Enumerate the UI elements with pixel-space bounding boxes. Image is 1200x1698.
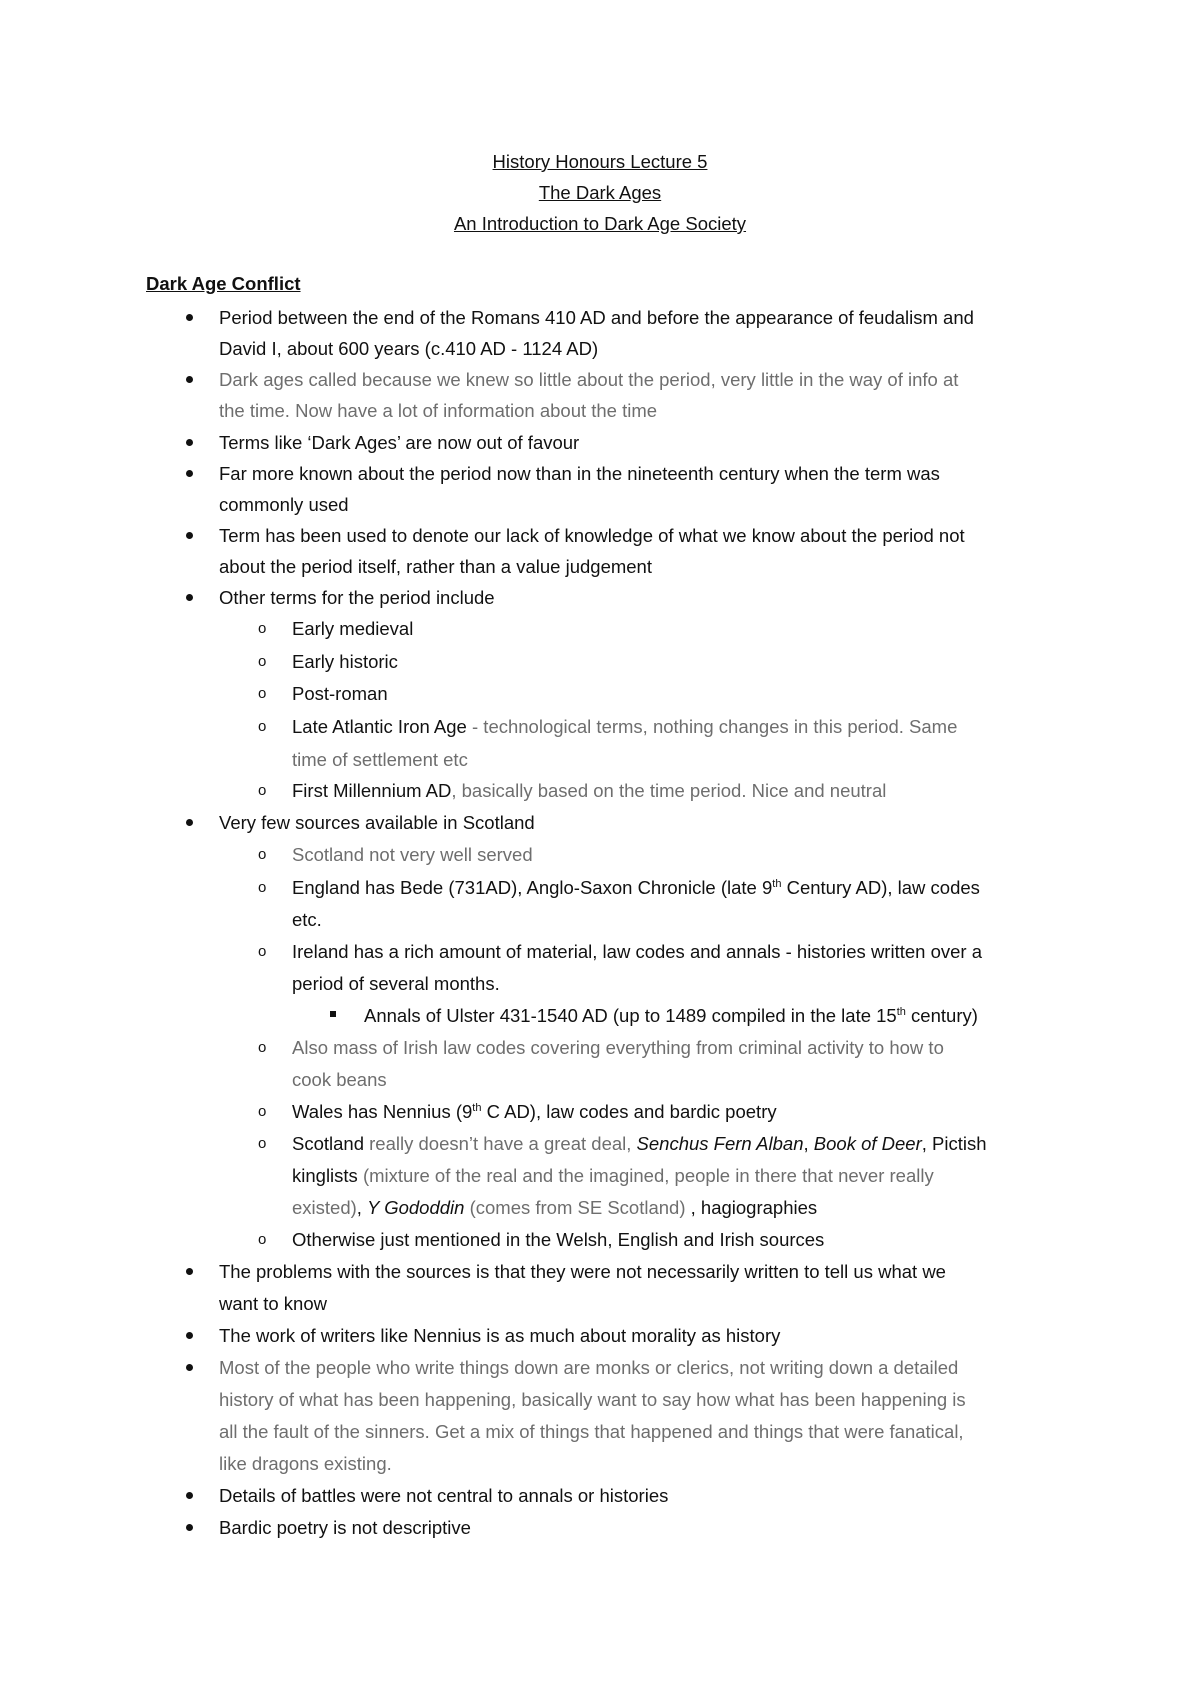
- circle-bullet-icon: o: [258, 846, 267, 863]
- subtitle: An Introduction to Dark Age Society: [453, 213, 747, 234]
- list-item-text: want to know: [219, 1293, 327, 1314]
- circle-bullet-icon: o: [258, 620, 267, 637]
- sub-item-text: period of several months.: [292, 973, 500, 994]
- bullet-icon: [186, 376, 193, 383]
- circle-bullet-icon: o: [258, 1103, 267, 1120]
- bullet-icon: [186, 314, 193, 321]
- list-item-text: The problems with the sources is that they were not necessarily written to tell us what we: [219, 1261, 946, 1282]
- list-item-text: the time. Now have a lot of information about the time: [219, 400, 658, 421]
- sub-item-text: cook beans: [292, 1069, 387, 1090]
- bullet-icon: [186, 819, 193, 826]
- circle-bullet-icon: o: [258, 943, 267, 960]
- list-item-text: Very few sources available in Scotland: [219, 812, 535, 833]
- sub-item-text: Early medieval: [292, 618, 414, 639]
- sub-item-text: Scotland really doesn’t have a great deal, Senchus Fern Alban, Book of Deer, Pictish: [292, 1133, 987, 1154]
- sub-item-text: Scotland not very well served: [292, 844, 533, 865]
- sub-item-text: time of settlement etc: [292, 749, 468, 770]
- bullet-icon: [186, 532, 193, 539]
- sub-sub-item-text: Annals of Ulster 431-1540 AD (up to 1489 compiled in the late 15th century): [364, 1005, 978, 1026]
- sub-item-text: Also mass of Irish law codes covering everything from criminal activity to how to: [292, 1037, 944, 1058]
- circle-bullet-icon: o: [258, 653, 267, 670]
- lecture-title: History Honours Lecture 5: [492, 151, 708, 172]
- sub-item-text: First Millennium AD, basically based on the time period. Nice and neutral: [292, 780, 887, 801]
- section-heading: Dark Age Conflict: [146, 273, 301, 294]
- list-item-text: about the period itself, rather than a value judgement: [219, 556, 652, 577]
- bullet-icon: [186, 594, 193, 601]
- bullet-icon: [186, 1268, 193, 1275]
- sub-item-text: etc.: [292, 909, 322, 930]
- list-item-text: Most of the people who write things down are monks or clerics, not writing down a detailed: [219, 1357, 959, 1378]
- sub-item-text: Otherwise just mentioned in the Welsh, English and Irish sources: [292, 1229, 825, 1250]
- circle-bullet-icon: o: [258, 879, 267, 896]
- list-item-text: The work of writers like Nennius is as much about morality as history: [219, 1325, 781, 1346]
- list-item-text: Bardic poetry is not descriptive: [219, 1517, 471, 1538]
- list-item-text: Period between the end of the Romans 410 AD and before the appearance of feudalism and: [219, 307, 974, 328]
- circle-bullet-icon: o: [258, 782, 267, 799]
- list-item-text: like dragons existing.: [219, 1453, 392, 1474]
- bullet-icon: [186, 1332, 193, 1339]
- circle-bullet-icon: o: [258, 1039, 267, 1056]
- sub-item-text: Early historic: [292, 651, 398, 672]
- list-item-text: history of what has been happening, basically want to say how what has been happening is: [219, 1389, 966, 1410]
- circle-bullet-icon: o: [258, 1135, 267, 1152]
- list-item-text: David I, about 600 years (c.410 AD - 1124 AD): [219, 338, 599, 359]
- list-item-text: Term has been used to denote our lack of knowledge of what we know about the period not: [219, 525, 965, 546]
- list-item-text: Other terms for the period include: [219, 587, 495, 608]
- sub-item-text: existed), Y Gododdin (comes from SE Scotland) , hagiographies: [292, 1197, 818, 1218]
- topic-title: The Dark Ages: [538, 182, 662, 203]
- sub-item-text: kinglists (mixture of the real and the imagined, people in there that never really: [292, 1165, 934, 1186]
- square-bullet-icon: [330, 1011, 336, 1017]
- bullet-icon: [186, 1364, 193, 1371]
- list-item-text: Dark ages called because we knew so little about the period, very little in the way of info at: [219, 369, 959, 390]
- bullet-icon: [186, 470, 193, 477]
- sub-item-text: Late Atlantic Iron Age - technological terms, nothing changes in this period. Same: [292, 716, 958, 737]
- list-item-text: all the fault of the sinners. Get a mix of things that happened and things that were fanatical,: [219, 1421, 964, 1442]
- circle-bullet-icon: o: [258, 1231, 267, 1248]
- sub-item-text: Wales has Nennius (9th C AD), law codes and bardic poetry: [292, 1101, 777, 1122]
- circle-bullet-icon: o: [258, 685, 267, 702]
- list-item-text: Terms like ‘Dark Ages’ are now out of favour: [219, 432, 580, 453]
- list-item-text: commonly used: [219, 494, 349, 515]
- title-block: [0, 146, 1200, 239]
- circle-bullet-icon: o: [258, 718, 267, 735]
- sub-item-text: Ireland has a rich amount of material, law codes and annals - histories written over a: [292, 941, 982, 962]
- bullet-icon: [186, 439, 193, 446]
- sub-item-text: England has Bede (731AD), Anglo-Saxon Chronicle (late 9th Century AD), law codes: [292, 877, 980, 898]
- bullet-icon: [186, 1492, 193, 1499]
- list-item-text: Details of battles were not central to annals or histories: [219, 1485, 669, 1506]
- bullet-icon: [186, 1524, 193, 1531]
- sub-item-text: Post-roman: [292, 683, 388, 704]
- list-item-text: Far more known about the period now than in the nineteenth century when the term was: [219, 463, 940, 484]
